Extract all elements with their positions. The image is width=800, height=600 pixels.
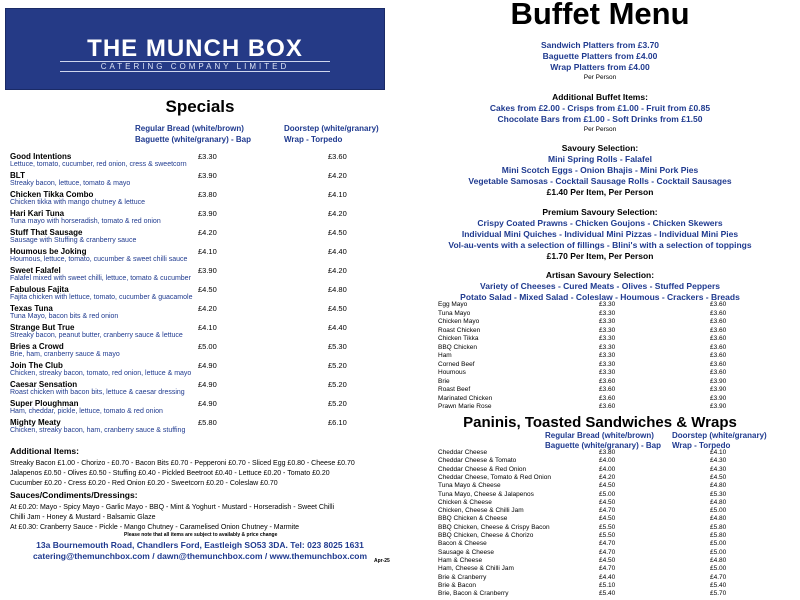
- filling-price-regular: £3.60: [599, 403, 616, 410]
- panini-name: Brie & Bacon: [438, 581, 476, 589]
- artisan-title: Artisan Savoury Selection:: [545, 270, 655, 280]
- special-item-price-doorstep: £4.80: [328, 285, 347, 294]
- savoury-line: Mini Spring Rolls - Falafel: [548, 154, 652, 164]
- special-item-desc: Falafel mixed with sweet chilli, lettuce, tomato & cucumber: [10, 275, 191, 282]
- platters-block: [400, 40, 800, 83]
- panini-price-doorstep: £4.80: [710, 556, 727, 564]
- special-item-name: Sweet Falafel: [10, 266, 61, 275]
- specials-col2-header-line1: Doorstep (white/granary): [284, 124, 379, 133]
- savoury-line: Vegetable Samosas - Cocktail Sausage Rolls - Cocktail Sausages: [468, 176, 732, 186]
- special-item-name: Bries a Crowd: [10, 342, 64, 351]
- special-item-price-doorstep: £4.20: [328, 266, 347, 275]
- filling-price-regular: £3.30: [599, 360, 616, 368]
- filling-price-doorstep: £3.60: [710, 326, 727, 334]
- panini-name: BBQ Chicken & Cheese: [438, 515, 508, 523]
- special-item-name: Stuff That Sausage: [10, 228, 83, 237]
- premium-line: Crispy Coated Prawns - Chicken Goujons - Chicken Skewers: [477, 218, 723, 228]
- panini-name: Sausage & Cheese: [438, 548, 495, 556]
- paninis-title: Paninis, Toasted Sandwiches & Wraps: [463, 414, 737, 431]
- panini-price-doorstep: £4.80: [710, 482, 727, 490]
- panini-name: Brie & Cranberry: [438, 573, 487, 581]
- filling-name: Prawn Marie Rose: [438, 403, 492, 410]
- filling-name: Tuna Mayo: [438, 309, 471, 317]
- special-item-price-doorstep: £4.20: [328, 171, 347, 180]
- panini-price-doorstep: £5.00: [710, 540, 727, 548]
- special-item-name: Fabulous Fajita: [10, 285, 69, 294]
- special-item-price-doorstep: £4.40: [328, 247, 347, 256]
- panini-price-doorstep: £4.70: [710, 573, 727, 581]
- specials-col1-header: [135, 123, 251, 145]
- special-item-name: BLT: [10, 171, 25, 180]
- special-item-price-regular: £4.20: [198, 304, 217, 313]
- filling-name: Roast Chicken: [438, 326, 481, 334]
- filling-price-regular: £3.30: [599, 326, 616, 334]
- special-item-desc: Ham, cheddar, pickle, lettuce, tomato & red onion: [10, 408, 163, 415]
- filling-price-regular: £3.30: [599, 352, 616, 359]
- logo-subtitle: CATERING COMPANY LIMITED: [100, 62, 290, 71]
- special-item-name: Join The Club: [10, 361, 63, 370]
- panini-price-regular: £5.40: [599, 590, 616, 598]
- filling-price-doorstep: £3.60: [710, 360, 727, 368]
- special-item-price-regular: £4.90: [198, 380, 217, 389]
- logo-title: THE MUNCH BOX: [87, 35, 303, 62]
- panini-price-doorstep: £5.30: [710, 490, 727, 498]
- special-item-desc: Roast chicken with bacon bits, lettuce & caesar dressing: [10, 389, 185, 396]
- special-item-name: Super Ploughman: [10, 399, 79, 408]
- savoury-price: £1.40 Per Item, Per Person: [546, 187, 654, 197]
- panini-price-doorstep: £4.80: [710, 515, 727, 523]
- filling-price-doorstep: £3.60: [710, 343, 727, 351]
- special-item-price-regular: £3.90: [198, 171, 217, 180]
- sauces-title: Sauces/Condiments/Dressings:: [10, 490, 138, 500]
- panini-name: Brie, Bacon & Cranberry: [438, 590, 509, 598]
- platter-line: Wrap Platters from £4.00: [550, 62, 650, 72]
- additional-line: Streaky Bacon £1.00 - Chorizo - £0.70 - Bacon Bits £0.70 - Pepperoni £0.70 - Sliced Egg £0.80 - Cheese £0.70: [10, 460, 355, 467]
- panini-price-doorstep: £5.70: [710, 590, 727, 598]
- filling-name: Brie: [438, 377, 450, 385]
- panini-price-regular: £4.70: [599, 507, 616, 515]
- specials-col2-header: [284, 123, 379, 145]
- additional-buffet-line: Cakes from £2.00 - Crisps from £1.00 - Fruit from £0.85: [489, 103, 711, 113]
- special-item-desc: Lettuce, tomato, cucumber, red onion, cress & sweetcorn: [10, 161, 187, 168]
- special-item-price-regular: £5.00: [198, 342, 217, 351]
- special-item-desc: Chicken, streaky bacon, ham, cranberry sauce & stuffing: [10, 427, 186, 434]
- filling-price-doorstep: £3.90: [710, 403, 727, 410]
- special-item-price-doorstep: £5.20: [328, 380, 347, 389]
- paninis-col2-header-line1: Doorstep (white/granary): [672, 431, 767, 440]
- buffet-title: Buffet Menu: [510, 0, 690, 31]
- panini-name: Tuna Mayo & Cheese: [438, 482, 501, 490]
- panini-name: Bacon & Cheese: [438, 540, 487, 548]
- panini-price-regular: £4.50: [599, 498, 616, 506]
- filling-price-regular: £3.60: [599, 394, 616, 402]
- specials-col1-header-line2: Baguette (white/granary) - Bap: [135, 135, 252, 144]
- panini-price-regular: £4.70: [599, 565, 616, 573]
- per-person-note: Per Person: [583, 126, 617, 133]
- premium-price: £1.70 Per Item, Per Person: [546, 251, 654, 261]
- panini-price-doorstep: £5.00: [710, 548, 727, 556]
- panini-price-doorstep: £5.00: [710, 565, 727, 573]
- additional-items-list: [10, 459, 355, 489]
- panini-name: Tuna Mayo, Cheese & Jalapenos: [438, 490, 534, 498]
- menu-date: Apr-25: [374, 558, 390, 564]
- filling-price-regular: £3.30: [599, 301, 616, 308]
- special-item-price-regular: £4.10: [198, 323, 217, 332]
- panini-price-regular: £4.00: [599, 465, 616, 473]
- special-item-price-regular: £3.90: [198, 209, 217, 218]
- contact-block: [0, 540, 400, 562]
- contact-address: 13a Bournemouth Road, Chandlers Ford, Eastleigh SO53 3DA. Tel: 023 8025 1631: [36, 540, 364, 550]
- special-item-price-doorstep: £3.60: [328, 152, 347, 161]
- panini-name: BBQ Chicken, Cheese & Crispy Bacon: [438, 523, 550, 531]
- additional-line: Jalapenos £0.50 - Olives £0.50 - Stuffing £0.40 - Pickled Beetroot £0.40 - Lettuce £0.20 - Tomato £0.20: [10, 470, 330, 477]
- paninis-col2-header-line2: Wrap - Torpedo: [672, 440, 731, 450]
- special-item-desc: Tuna Mayo, bacon bits & red onion: [10, 313, 119, 320]
- panini-name: Ham, Cheese & Chilli Jam: [438, 565, 514, 573]
- special-item-price-doorstep: £4.10: [328, 190, 347, 199]
- panini-price-doorstep: £4.50: [710, 473, 727, 481]
- panini-price-regular: £3.80: [599, 449, 616, 456]
- sauces-list: [10, 503, 334, 533]
- panini-price-regular: £4.50: [599, 482, 616, 490]
- additional-buffet-line: Chocolate Bars from £1.00 - Soft Drinks from £1.50: [497, 114, 703, 124]
- paninis-col2-header: [672, 431, 767, 450]
- specials-col2-header-line2: Wrap - Torpedo: [284, 135, 343, 144]
- special-item-name: Good Intentions: [10, 152, 72, 161]
- filling-price-doorstep: £3.90: [710, 386, 727, 393]
- special-item-price-doorstep: £5.20: [328, 361, 347, 370]
- additional-line: Cucumber £0.20 - Cress £0.20 - Red Onion £0.20 - Sweetcorn £0.20 - Coleslaw £0.70: [10, 480, 278, 487]
- filling-price-doorstep: £3.60: [710, 318, 727, 325]
- specials-col1-header-line1: Regular Bread (white/brown): [135, 124, 244, 133]
- filling-name: BBQ Chicken: [438, 343, 478, 351]
- special-item-desc: Streaky bacon, lettuce, tomato & mayo: [10, 180, 131, 187]
- filling-name: Marinated Chicken: [438, 394, 493, 402]
- special-item-price-doorstep: £4.50: [328, 304, 347, 313]
- special-item-name: Strange But True: [10, 323, 75, 332]
- special-item-desc: Streaky bacon, peanut butter, cranberry sauce & lettuce: [10, 332, 183, 339]
- platter-line: Sandwich Platters from £3.70: [540, 40, 660, 50]
- panini-name: Cheddar Cheese, Tomato & Red Onion: [438, 473, 551, 481]
- panini-price-regular: £5.00: [599, 490, 616, 498]
- special-item-price-doorstep: £4.20: [328, 209, 347, 218]
- filling-name: Roast Beef: [438, 386, 471, 393]
- special-item-name: Mighty Meaty: [10, 418, 61, 427]
- premium-line: Vol-au-vents with a selection of fillings - Blini's with a selection of toppings: [448, 240, 752, 250]
- special-item-price-regular: £3.90: [198, 266, 217, 275]
- special-item-desc: Brie, ham, cranberry sauce & mayo: [10, 351, 120, 358]
- special-item-name: Houmous be Joking: [10, 247, 87, 256]
- special-item-desc: Fajita chicken with lettuce, tomato, cucumber & guacamole: [10, 294, 193, 301]
- filling-price-regular: £3.30: [599, 343, 616, 351]
- special-item-price-regular: £5.80: [198, 418, 217, 427]
- additional-buffet-block: [400, 92, 800, 135]
- special-item-name: Caesar Sensation: [10, 380, 78, 389]
- filling-price-doorstep: £3.60: [710, 335, 727, 342]
- filling-price-doorstep: £3.60: [710, 301, 727, 308]
- panini-price-regular: £4.40: [599, 573, 616, 581]
- filling-price-doorstep: £3.90: [710, 394, 727, 402]
- panini-price-regular: £5.50: [599, 532, 616, 539]
- premium-line: Individual Mini Quiches - Individual Mini Pizzas - Individual Mini Pies: [461, 229, 739, 239]
- filling-price-regular: £3.30: [599, 369, 616, 376]
- special-item-price-doorstep: £6.10: [328, 418, 347, 427]
- special-item-name: Chicken Tikka Combo: [10, 190, 94, 199]
- special-item-price-regular: £3.80: [198, 190, 217, 199]
- panini-price-doorstep: £5.80: [710, 532, 727, 539]
- special-item-price-regular: £4.10: [198, 247, 217, 256]
- panini-price-doorstep: £4.30: [710, 465, 727, 473]
- price-note: Please note that all items are subject to availably & price change: [124, 532, 278, 538]
- sauces-line: Chilli Jam - Honey & Mustard - Balsamic Glaze: [10, 514, 156, 521]
- panini-price-regular: £4.50: [599, 515, 616, 523]
- special-item-price-doorstep: £4.40: [328, 323, 347, 332]
- special-item-desc: Tuna mayo with horseradish, tomato & red onion: [10, 218, 161, 225]
- specials-title: Specials: [165, 97, 235, 116]
- company-logo: [5, 8, 385, 90]
- paninis-col1-header-line1: Regular Bread (white/brown): [545, 431, 654, 440]
- panini-price-regular: £5.10: [599, 581, 616, 589]
- contact-email[interactable]: catering@themunchbox.com / dawn@themunchbox.com / www.themunchbox.com: [32, 551, 368, 561]
- panini-name: Cheddar Cheese & Red Onion: [438, 465, 527, 473]
- premium-title: Premium Savoury Selection:: [542, 207, 658, 217]
- paninis-col1-header: [545, 431, 661, 450]
- panini-name: Ham & Cheese: [438, 556, 483, 564]
- panini-price-regular: £4.50: [599, 556, 616, 564]
- savoury-line: Mini Scotch Eggs - Onion Bhajis - Mini Pork Pies: [501, 165, 699, 175]
- special-item-price-doorstep: £5.30: [328, 342, 347, 351]
- panini-price-doorstep: £4.10: [710, 449, 727, 456]
- special-item-name: Texas Tuna: [10, 304, 53, 313]
- special-item-price-regular: £4.90: [198, 399, 217, 408]
- panini-name: Cheddar Cheese & Tomato: [438, 457, 517, 465]
- filling-price-regular: £3.30: [599, 335, 616, 342]
- filling-name: Chicken Mayo: [438, 318, 480, 325]
- premium-block: [400, 207, 800, 262]
- filling-price-doorstep: £3.90: [710, 377, 727, 385]
- savoury-block: [400, 143, 800, 198]
- special-item-price-regular: £4.50: [198, 285, 217, 294]
- panini-price-doorstep: £4.30: [710, 457, 727, 465]
- additional-items-title: Additional Items:: [10, 446, 79, 456]
- sauces-line: At £0.20: Mayo - Spicy Mayo - Garlic Mayo - BBQ - Mint & Yoghurt - Mustard - Horseradish - Sweet Chilli: [10, 504, 335, 511]
- panini-price-regular: £4.20: [599, 473, 616, 481]
- filling-name: Chicken Tikka: [438, 335, 479, 342]
- filling-name: Houmous: [438, 369, 466, 376]
- filling-price-doorstep: £3.60: [710, 309, 727, 317]
- special-item-desc: Sausage with Stuffing & cranberry sauce: [10, 237, 137, 244]
- panini-price-regular: £4.70: [599, 548, 616, 556]
- panini-name: Chicken & Cheese: [438, 498, 492, 506]
- panini-name: Cheddar Cheese: [438, 449, 488, 456]
- special-item-desc: Chicken tikka with mango chutney & lettuce: [10, 199, 146, 206]
- savoury-title: Savoury Selection:: [561, 143, 639, 153]
- special-item-desc: Houmous, lettuce, tomato, cucumber & sweet chilli sauce: [10, 256, 188, 263]
- artisan-line: Variety of Cheeses - Cured Meats - Olives - Stuffed Peppers: [480, 281, 720, 291]
- additional-buffet-title: Additional Buffet Items:: [552, 92, 648, 102]
- filling-price-doorstep: £3.60: [710, 352, 727, 359]
- special-item-price-regular: £3.30: [198, 152, 217, 161]
- filling-name: Corned Beef: [438, 360, 475, 368]
- paninis-col1-header-line2: Baguette (white/granary) - Bap: [545, 440, 662, 450]
- filling-price-regular: £3.30: [599, 309, 616, 317]
- special-item-price-regular: £4.20: [198, 228, 217, 237]
- per-person-note: Per Person: [583, 74, 617, 81]
- panini-price-doorstep: £5.40: [710, 581, 727, 589]
- filling-price-regular: £3.60: [599, 386, 616, 393]
- sauces-line: At £0.30: Cranberry Sauce - Pickle - Mango Chutney - Caramelised Onion Chutney - Marmite: [10, 524, 300, 531]
- special-item-price-doorstep: £4.50: [328, 228, 347, 237]
- special-item-desc: Chicken, streaky bacon, tomato, red onion, lettuce & mayo: [10, 370, 192, 377]
- special-item-price-regular: £4.90: [198, 361, 217, 370]
- platter-line: Baguette Platters from £4.00: [542, 51, 658, 61]
- panini-name: Chicken, Cheese & Chilli Jam: [438, 507, 524, 515]
- panini-name: BBQ Chicken, Cheese & Chorizo: [438, 532, 534, 539]
- panini-price-doorstep: £5.00: [710, 507, 727, 515]
- filling-price-regular: £3.30: [599, 318, 616, 325]
- filling-price-regular: £3.60: [599, 377, 616, 385]
- artisan-block: [400, 270, 800, 300]
- panini-price-regular: £5.50: [599, 523, 616, 531]
- panini-price-regular: £4.70: [599, 540, 616, 548]
- filling-price-doorstep: £3.60: [710, 369, 727, 376]
- panini-price-regular: £4.00: [599, 457, 616, 465]
- special-item-price-doorstep: £5.20: [328, 399, 347, 408]
- special-item-name: Hari Kari Tuna: [10, 209, 65, 218]
- artisan-line: Potato Salad - Mixed Salad - Coleslaw - Houmous - Crackers - Breads: [460, 292, 740, 300]
- panini-price-doorstep: £4.80: [710, 498, 727, 506]
- filling-name: Ham: [438, 352, 452, 359]
- panini-price-doorstep: £5.80: [710, 523, 727, 531]
- filling-name: Egg Mayo: [438, 301, 468, 308]
